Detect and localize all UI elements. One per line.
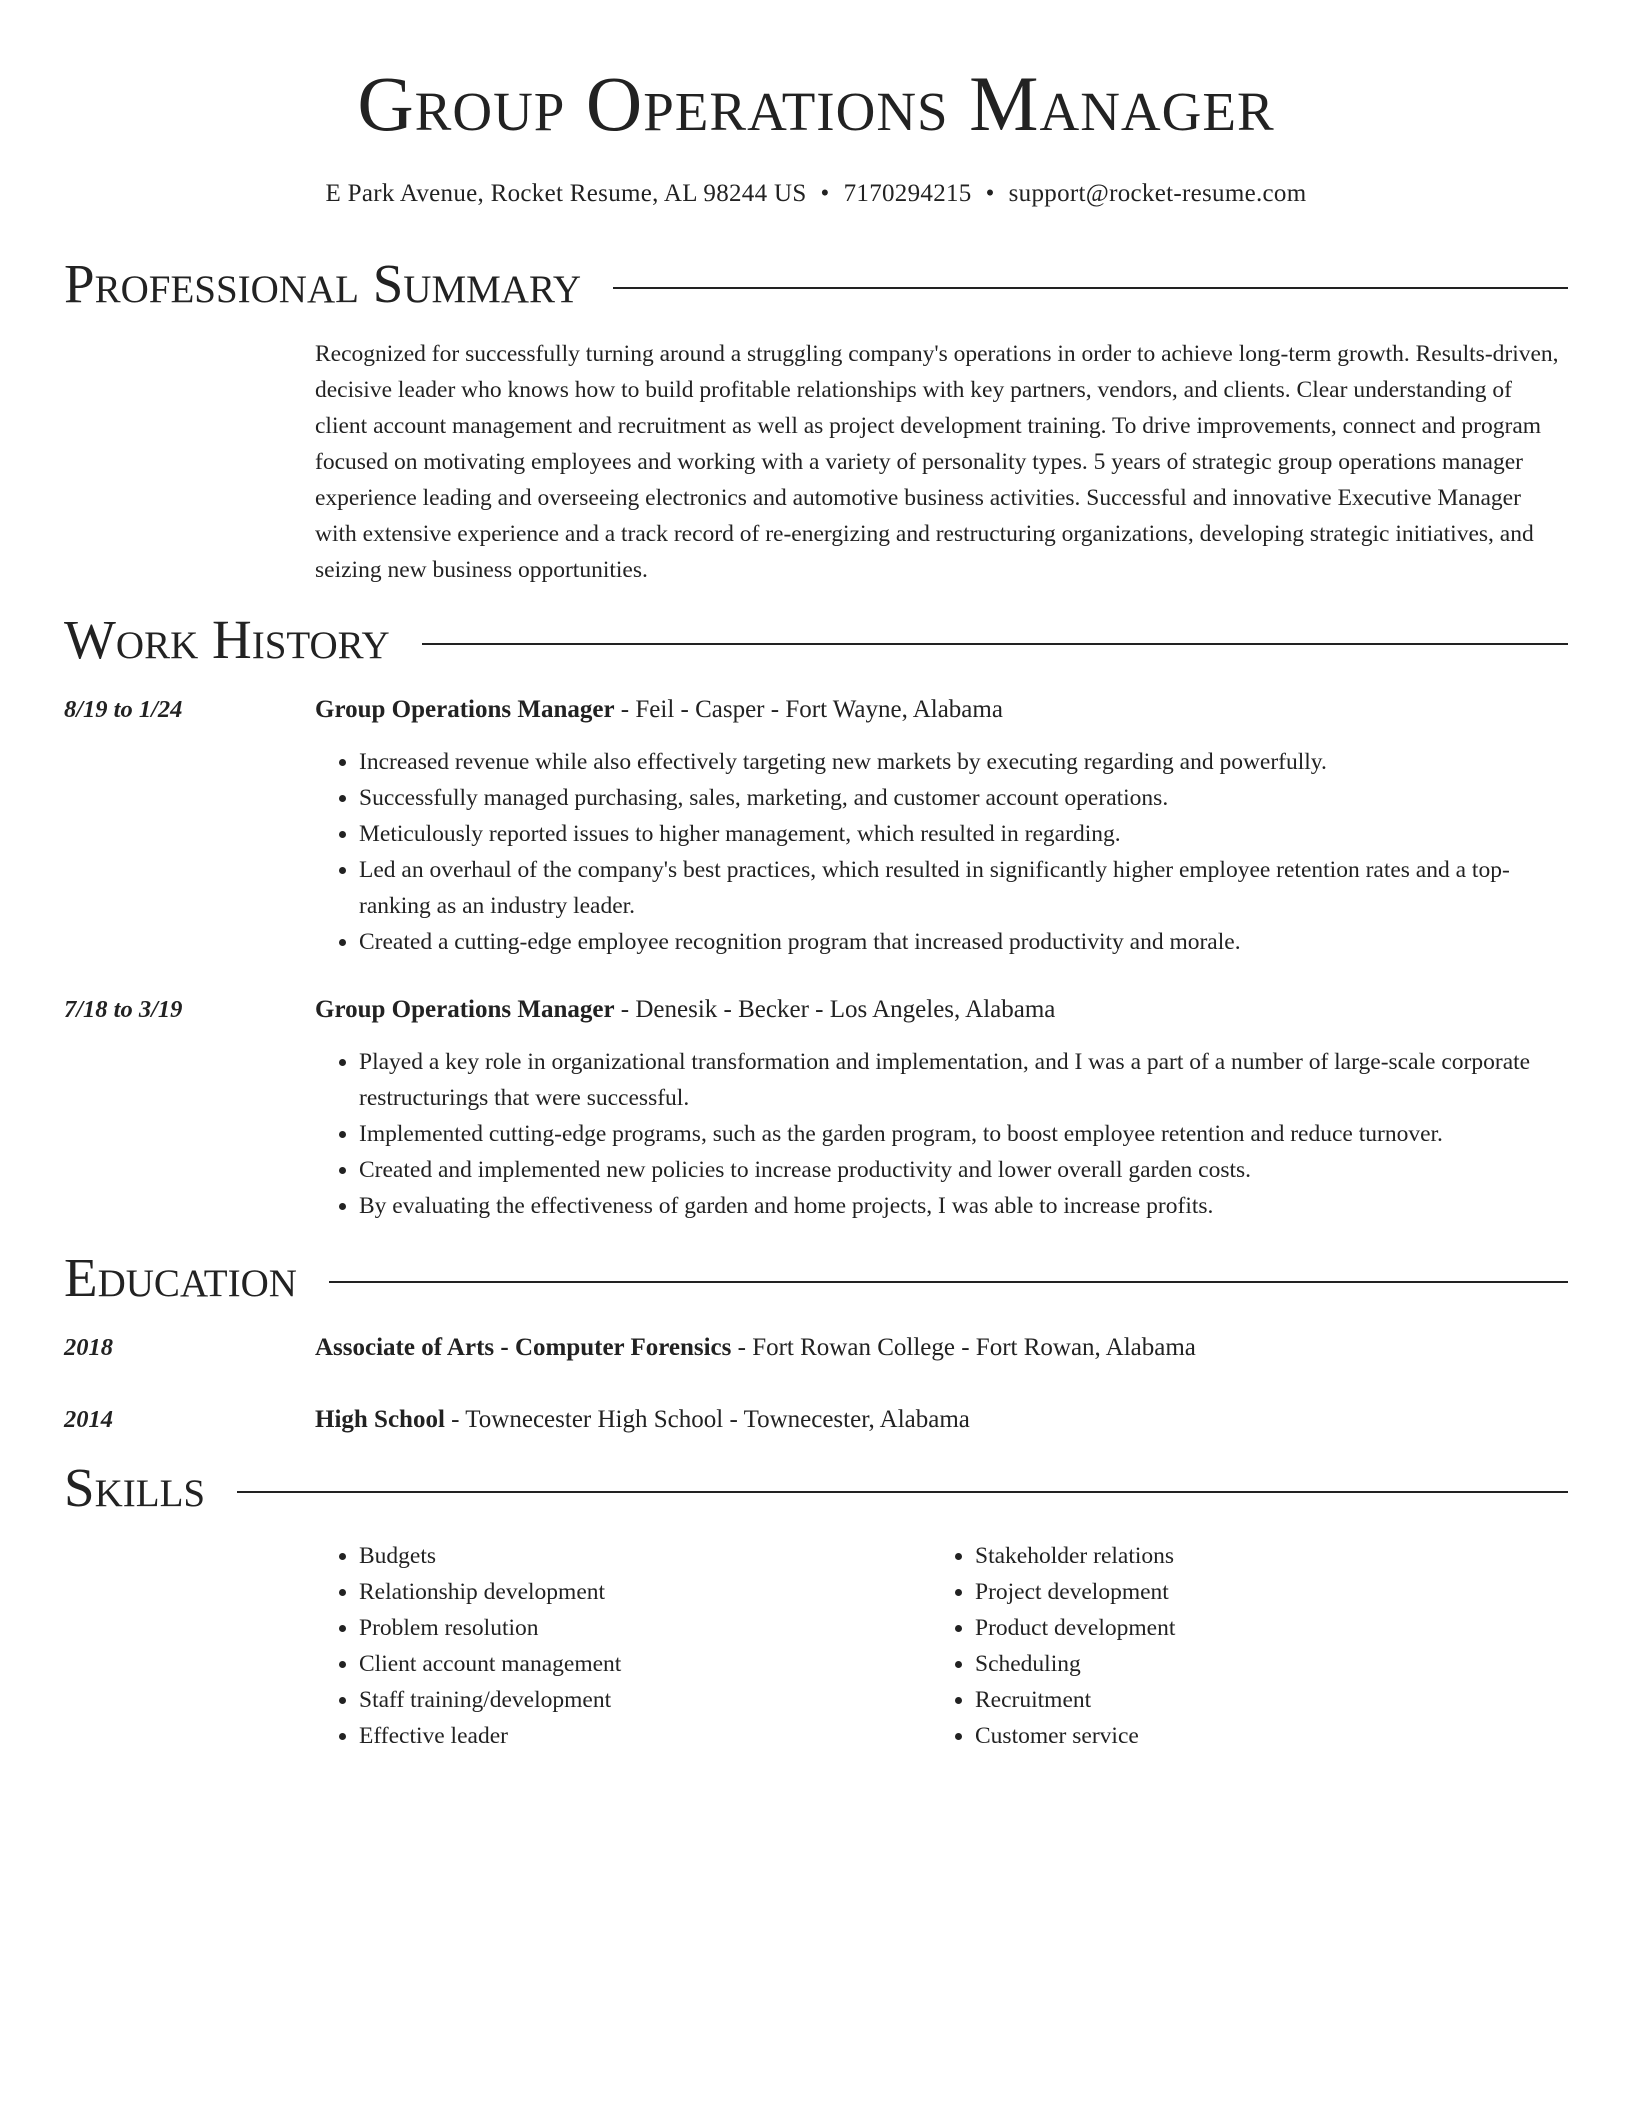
job-title-line: [315, 992, 1568, 1028]
separator-dot: •: [985, 180, 995, 207]
education-title-line: [315, 1330, 1568, 1366]
skill-item: • Effective leader: [359, 1718, 931, 1754]
job-date: 8/19 to 1/24: [64, 696, 183, 723]
skill-item: • Staff training/development: [359, 1682, 931, 1718]
skills-list: [315, 1538, 1568, 1754]
job-entry: [64, 992, 1568, 1224]
summary-section-title: Professional Summary: [64, 253, 582, 314]
job-bullet: • Created a cutting-edge employee recognition program that increased productivity and morale.: [359, 924, 1568, 960]
work-section-title: Work History: [64, 609, 390, 670]
resume-page: [64, 0, 1568, 1754]
skill-item: • Recruitment: [975, 1682, 1547, 1718]
skill-item: • Customer service: [975, 1718, 1547, 1754]
job-bullet: • Meticulously reported issues to higher management, which resulted in regarding.: [359, 816, 1568, 852]
resume-header: [64, 0, 1568, 210]
phone: 7170294215: [843, 180, 972, 207]
education-date: 2014: [64, 1406, 113, 1433]
skills-section-title: Skills: [64, 1457, 206, 1518]
skill-item: • Client account management: [359, 1646, 931, 1682]
job-body: [315, 692, 1568, 960]
section-divider: [237, 1491, 1568, 1493]
job-bullets: [315, 744, 1568, 960]
skill-item: • Product development: [975, 1610, 1547, 1646]
education-title-line: [315, 1402, 1568, 1438]
job-title-line: [315, 692, 1568, 728]
education-entry: [64, 1330, 1568, 1366]
job-body: [315, 992, 1568, 1224]
skill-item: • Stakeholder relations: [975, 1538, 1547, 1574]
education-details: - Fort Rowan College - Fort Rowan, Alabama: [731, 1334, 1196, 1361]
job-bullet: • Led an overhaul of the company's best practices, which resulted in significantly higher employee retention rates and a top-ranking as an industry leader.: [359, 852, 1568, 924]
job-bullet: • Increased revenue while also effectively targeting new markets by executing regarding and powerfully.: [359, 744, 1568, 780]
education-degree: High School: [315, 1406, 445, 1433]
job-bullet: • Successfully managed purchasing, sales, marketing, and customer account operations.: [359, 780, 1568, 816]
education-details: - Townecester High School - Townecester, Alabama: [444, 1406, 970, 1433]
summary-section-header: [64, 252, 1568, 316]
education-body: [315, 1402, 1568, 1438]
summary-text: Recognized for successfully turning around a struggling company's operations in order to achieve long-term growth. Results-driven, decisive leader who knows how to build profitable relationships with key partners, vendors, and clients. Clear understanding of client account management and recruitment as well as project development training. To drive improvements, connect and program focused on motivating employees and working with a variety of personality types. 5 years of strategic group operations manager experience leading and overseeing electronics and automotive business activities. Successful and innovative Executive Manager with extensive experience and a track record of re-energizing and restructuring organizations, developing strategic initiatives, and seizing new business opportunities.: [315, 341, 1559, 583]
candidate-name: Group Operations Manager: [357, 60, 1275, 147]
work-section-header: [64, 608, 1568, 672]
education-entry: [64, 1402, 1568, 1438]
section-divider: [422, 643, 1568, 645]
job-position: Group Operations Manager: [315, 696, 615, 723]
skills-column-left: [315, 1538, 931, 1754]
skill-item: • Project development: [975, 1574, 1547, 1610]
section-divider: [613, 287, 1568, 289]
separator-dot: •: [820, 180, 830, 207]
job-details: - Denesik - Becker - Los Angeles, Alabama: [614, 996, 1056, 1023]
job-bullet: • By evaluating the effectiveness of garden and home projects, I was able to increase profits.: [359, 1188, 1568, 1224]
job-bullet: • Played a key role in organizational transformation and implementation, and I was a part of a number of large-scale corporate restructurings that were successful.: [359, 1044, 1568, 1116]
section-divider: [329, 1281, 1568, 1283]
job-bullet: • Implemented cutting-edge programs, such as the garden program, to boost employee retention and reduce turnover.: [359, 1116, 1568, 1152]
address: E Park Avenue, Rocket Resume, AL 98244 US: [325, 180, 807, 207]
job-bullets: [315, 1044, 1568, 1224]
education-degree: Associate of Arts - Computer Forensics: [315, 1334, 732, 1361]
skill-item: • Relationship development: [359, 1574, 931, 1610]
skills-section-header: [64, 1456, 1568, 1520]
job-position: Group Operations Manager: [315, 996, 615, 1023]
education-section-header: [64, 1246, 1568, 1310]
education-date: 2018: [64, 1334, 113, 1361]
job-details: - Feil - Casper - Fort Wayne, Alabama: [614, 696, 1003, 723]
job-entry: [64, 692, 1568, 960]
education-body: [315, 1330, 1568, 1366]
contact-line: [64, 178, 1568, 210]
skill-item: • Budgets: [359, 1538, 931, 1574]
skill-item: • Scheduling: [975, 1646, 1547, 1682]
skills-column-right: [931, 1538, 1547, 1754]
job-date: 7/18 to 3/19: [64, 996, 183, 1023]
skill-item: • Problem resolution: [359, 1610, 931, 1646]
job-bullet: • Created and implemented new policies to increase productivity and lower overall garden costs.: [359, 1152, 1568, 1188]
education-section-title: Education: [64, 1247, 297, 1308]
email: support@rocket-resume.com: [1008, 180, 1307, 207]
